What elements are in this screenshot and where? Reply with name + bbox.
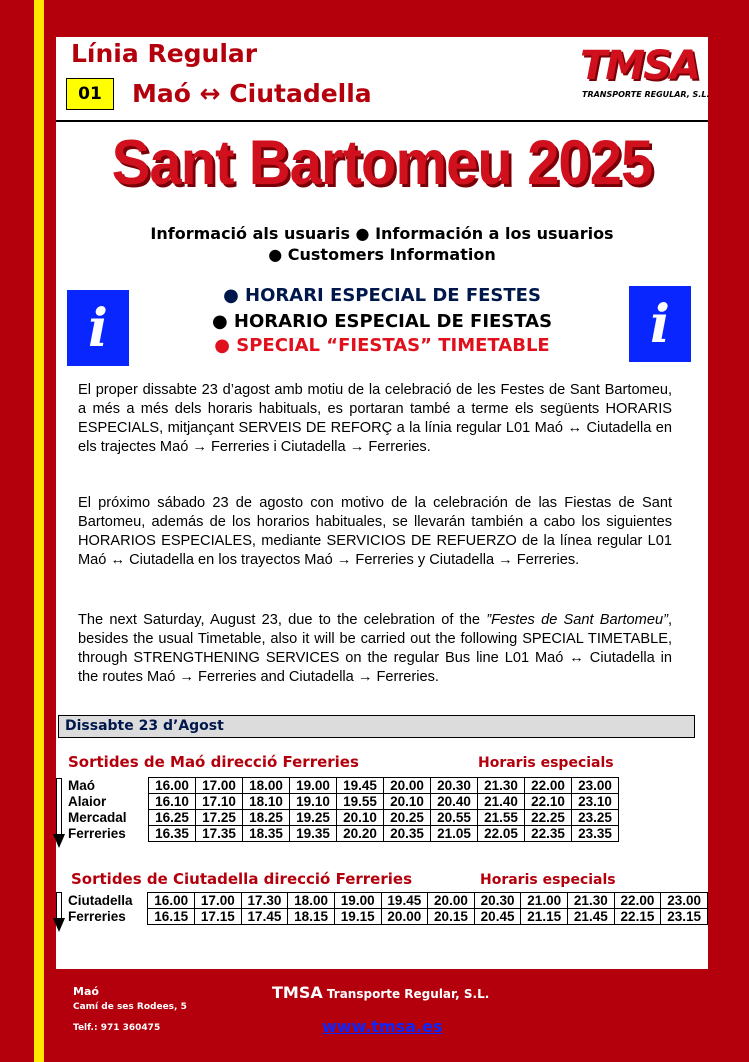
stop-name: Ferreries [68, 826, 126, 841]
departure-time: 23.15 [661, 909, 708, 925]
departure-time: 22.15 [614, 909, 661, 925]
departure-time: 17.15 [195, 909, 242, 925]
footer-company-short: TMSA [272, 983, 323, 1002]
departure-time: 17.30 [241, 893, 288, 909]
departure-time: 20.35 [384, 826, 431, 842]
departure-time: 17.25 [196, 810, 243, 826]
departure-time: 20.10 [384, 794, 431, 810]
footer-address: Camí de ses Rodees, 5 [73, 1002, 187, 1012]
timetable-1-title: Sortides de Maó direcció Ferreries [68, 753, 359, 771]
document-page [56, 37, 708, 969]
info-icon-right: i [629, 286, 691, 362]
paragraph-spanish: El próximo sábado 23 de agosto con motivo de la celebración de las Fiestas de Sant Bartomeu, además de los horarios habituales, se llevarán también a cabo los siguientes HORARIOS ESPECIALES, mediante SERVICIOS DE REFUERZO de la línea regular L01 Maó ↔ Ciutadella en los trayectos Maó → Ferreries y Ciutadella → Ferreries. [78, 495, 672, 568]
departure-time: 21.30 [478, 778, 525, 794]
departure-time: 21.30 [568, 893, 615, 909]
departure-time: 21.45 [568, 909, 615, 925]
special-line-ca: ● HORARI ESPECIAL DE FESTES [223, 285, 541, 306]
special-line-es: ● HORARIO ESPECIAL DE FIESTAS [211, 311, 553, 332]
timetable-1-row [68, 794, 619, 810]
departure-time: 17.00 [195, 893, 242, 909]
timetable-2-row [68, 909, 708, 925]
departure-time: 19.10 [290, 794, 337, 810]
departure-time: 20.20 [337, 826, 384, 842]
departure-time: 16.35 [149, 826, 196, 842]
departure-time: 21.00 [521, 893, 568, 909]
departure-time: 17.35 [196, 826, 243, 842]
footer-company-rest: Transporte Regular, S.L. [322, 987, 490, 1001]
direction-arrow-1 [53, 778, 65, 848]
departure-time: 22.25 [525, 810, 572, 826]
stop-name: Maó [68, 778, 95, 793]
departure-time: 20.00 [381, 909, 428, 925]
departure-time: 16.15 [148, 909, 195, 925]
departure-time: 19.45 [381, 893, 428, 909]
paragraph-english-part-2: , besides the usual Timetable, also it will be carried out the following SPECIAL TIMETABLE, through STRENGTHENING SERVICES on the regular Bus line L01 Maó ↔ Ciutadella in the routes Maó → Ferreries and Ciutadella → Ferreries. [78, 612, 672, 685]
info-line-2: ● Customers Information [268, 245, 496, 264]
departure-time: 19.45 [337, 778, 384, 794]
day-header: Dissabte 23 d’Agost [58, 715, 695, 738]
paragraph-english-italic: ”Festes de Sant Bartomeu” [486, 612, 668, 628]
departure-time: 22.35 [525, 826, 572, 842]
footer-website-link[interactable]: www.tmsa.es [322, 1017, 443, 1036]
footer-company [272, 983, 489, 1002]
tmsa-logo [576, 43, 710, 103]
info-icon-left: i [67, 290, 129, 366]
departure-time: 17.45 [241, 909, 288, 925]
departure-time: 23.00 [572, 778, 619, 794]
route-name: Maó ↔ Ciutadella [132, 79, 372, 108]
route-number-badge: 01 [66, 78, 114, 110]
departure-time: 23.35 [572, 826, 619, 842]
departure-time: 18.00 [243, 778, 290, 794]
footer-phone: Telf.: 971 360475 [73, 1023, 161, 1033]
timetable-2 [68, 892, 708, 925]
departure-time: 20.10 [337, 810, 384, 826]
departure-time: 17.00 [196, 778, 243, 794]
stop-name: Ferreries [68, 909, 126, 924]
departure-time: 20.40 [431, 794, 478, 810]
timetable-1-row [68, 810, 619, 826]
departure-time: 20.55 [431, 810, 478, 826]
line-label: Línia Regular [71, 39, 258, 68]
departure-time: 23.10 [572, 794, 619, 810]
special-line-en: ● SPECIAL “FIESTAS” TIMETABLE [214, 335, 550, 356]
departure-time: 19.55 [337, 794, 384, 810]
departure-time: 19.00 [290, 778, 337, 794]
departure-time: 18.25 [243, 810, 290, 826]
departure-time: 18.15 [288, 909, 335, 925]
logo-subtext: TRANSPORTE REGULAR, S.L. [582, 90, 710, 99]
departure-time: 18.10 [243, 794, 290, 810]
departure-time: 20.00 [428, 893, 475, 909]
footer [0, 970, 749, 1062]
departure-time: 19.00 [334, 893, 381, 909]
page-title: Sant Bartomeu 2025 [111, 128, 653, 198]
departure-time: 20.30 [431, 778, 478, 794]
header-divider [56, 120, 708, 122]
departure-time: 19.15 [334, 909, 381, 925]
logo-text: TMSA [580, 43, 699, 89]
timetable-1-special-label: Horaris especials [478, 755, 614, 771]
departure-time: 19.35 [290, 826, 337, 842]
departure-time: 21.55 [478, 810, 525, 826]
paragraph-english-part-1: The next Saturday, August 23, due to the celebration of the [78, 612, 487, 628]
departure-time: 20.45 [474, 909, 521, 925]
departure-time: 22.10 [525, 794, 572, 810]
timetable-2-row [68, 893, 708, 909]
paragraph-english [78, 611, 672, 687]
direction-arrow-2 [53, 892, 65, 932]
departure-time: 22.00 [614, 893, 661, 909]
departure-time: 20.15 [428, 909, 475, 925]
timetable-1-row [68, 778, 619, 794]
yellow-stripe [34, 0, 44, 1062]
stop-name: Mercadal [68, 810, 127, 825]
departure-time: 16.10 [149, 794, 196, 810]
timetable-2-title: Sortides de Ciutadella direcció Ferreries [71, 870, 412, 888]
departure-time: 20.00 [384, 778, 431, 794]
departure-time: 16.00 [148, 893, 195, 909]
departure-time: 18.35 [243, 826, 290, 842]
departure-time: 21.05 [431, 826, 478, 842]
departure-time: 17.10 [196, 794, 243, 810]
departure-time: 20.25 [384, 810, 431, 826]
departure-time: 16.00 [149, 778, 196, 794]
departure-time: 18.00 [288, 893, 335, 909]
departure-time: 21.15 [521, 909, 568, 925]
stop-name: Alaior [68, 794, 107, 809]
departure-time: 21.40 [478, 794, 525, 810]
info-line-1: Informació als usuaris ● Información a los usuarios [150, 224, 614, 243]
stop-name: Ciutadella [68, 893, 133, 908]
departure-time: 22.05 [478, 826, 525, 842]
footer-city: Maó [73, 985, 99, 998]
departure-time: 16.25 [149, 810, 196, 826]
departure-time: 23.25 [572, 810, 619, 826]
departure-time: 22.00 [525, 778, 572, 794]
departure-time: 23.00 [661, 893, 708, 909]
timetable-2-special-label: Horaris especials [480, 872, 616, 888]
departure-time: 20.30 [474, 893, 521, 909]
timetable-1 [68, 777, 619, 842]
timetable-1-row [68, 826, 619, 842]
paragraph-catalan: El proper dissabte 23 d’agost amb motiu de la celebració de les Festes de Sant Bartomeu, a més a més dels horaris habituals, es portaran també a terme els següents HORARIS ESPECIALS, mitjançant SERVEIS DE REFORÇ a la línia regular L01 Maó ↔ Ciutadella en els trajectes Maó → Ferreries i Ciutadella → Ferreries. [78, 382, 672, 455]
departure-time: 19.25 [290, 810, 337, 826]
